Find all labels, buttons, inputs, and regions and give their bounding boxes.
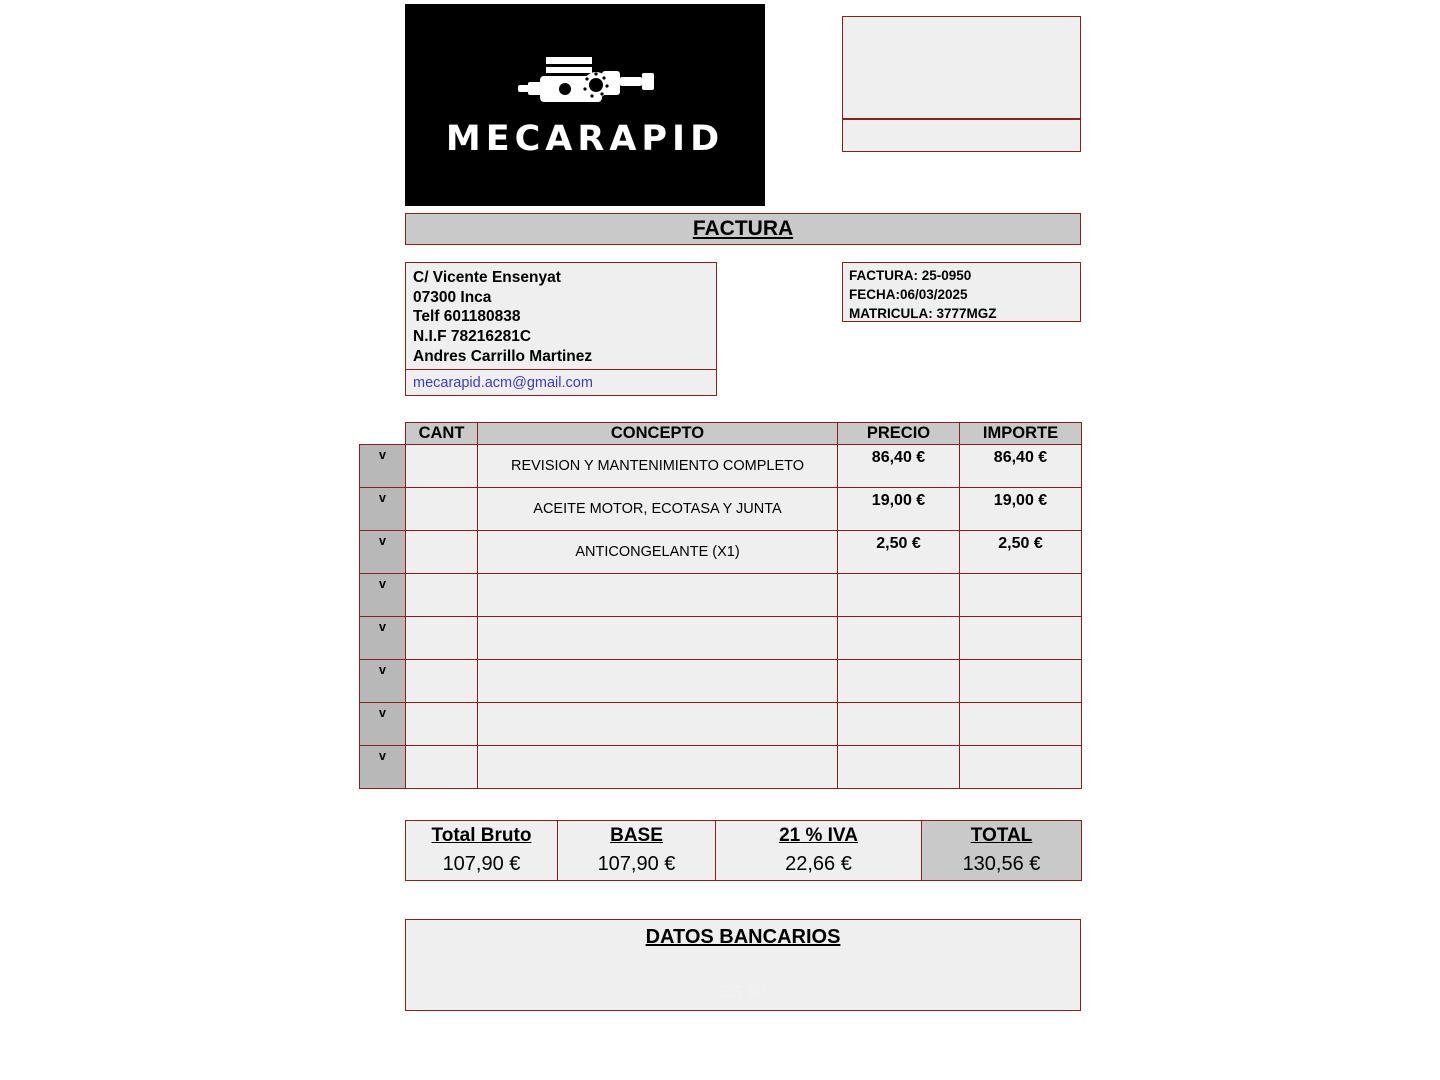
cell-concepto[interactable]: REVISION Y MANTENIMIENTO COMPLETO [478,445,838,488]
header-importe: IMPORTE [960,423,1082,445]
cell-concepto[interactable] [478,703,838,746]
row-select-handle[interactable]: v [360,531,406,574]
table-header-row [360,423,1082,445]
bank-account-faint: ES 00 [719,982,767,1001]
document-title-bar [405,213,1081,245]
invoice-number: FACTURA: 25-0950 [849,268,972,283]
cell-cant[interactable] [406,574,478,617]
cell-importe[interactable]: 19,00 € [960,488,1082,531]
row-select-handle[interactable]: v [360,617,406,660]
cell-importe[interactable] [960,660,1082,703]
table-row [360,531,1082,574]
totals-label-row [406,821,1082,851]
cell-precio[interactable] [838,617,960,660]
cell-concepto[interactable]: ACEITE MOTOR, ECOTASA Y JUNTA [478,488,838,531]
cell-precio[interactable] [838,703,960,746]
header-box-upper[interactable] [842,16,1081,119]
cell-precio[interactable] [838,660,960,703]
cell-importe[interactable] [960,617,1082,660]
cell-importe[interactable] [960,703,1082,746]
cell-precio[interactable] [838,574,960,617]
row-select-handle[interactable]: v [360,660,406,703]
row-select-handle[interactable]: v [360,703,406,746]
table-row [360,445,1082,488]
company-email-field[interactable] [405,369,717,396]
value-iva: 22,66 € [716,851,922,881]
header-box-lower[interactable] [842,119,1081,152]
cell-importe[interactable] [960,746,1082,789]
cell-concepto[interactable] [478,660,838,703]
header-concepto: CONCEPTO [478,423,838,445]
cell-precio[interactable]: 86,40 € [838,445,960,488]
company-nif: N.I.F 78216281C [413,328,532,346]
company-email-link[interactable]: mecarapid.acm@gmail.com [413,375,593,391]
cell-importe[interactable]: 2,50 € [960,531,1082,574]
company-city: 07300 Inca [413,288,492,306]
table-row [360,574,1082,617]
totals-value-row [406,851,1082,881]
cell-precio[interactable]: 19,00 € [838,488,960,531]
label-total: TOTAL [922,821,1082,851]
row-select-handle[interactable]: v [360,746,406,789]
value-base: 107,90 € [558,851,716,881]
totals-table [405,820,1081,881]
header-precio: PRECIO [838,423,960,445]
cell-concepto[interactable] [478,746,838,789]
company-address-block [405,262,717,370]
value-total-bruto: 107,90 € [406,851,558,881]
table-row [360,660,1082,703]
bank-details-title: DATOS BANCARIOS [645,926,841,948]
table-row [360,617,1082,660]
logo-wordmark: MECARAPID [445,119,725,159]
cell-cant[interactable] [406,445,478,488]
iva-rate[interactable]: 21 [779,824,801,846]
cell-cant[interactable] [406,660,478,703]
value-total: 130,56 € [922,851,1082,881]
engine-icon [510,51,660,113]
table-row [360,746,1082,789]
table-row [360,703,1082,746]
cell-importe[interactable]: 86,40 € [960,445,1082,488]
cell-cant[interactable] [406,617,478,660]
invoice-date: FECHA:06/03/2025 [849,287,968,302]
invoice-meta-block [842,262,1081,322]
company-street: C/ Vicente Ensenyat [413,269,561,286]
cell-cant[interactable] [406,703,478,746]
cell-concepto[interactable] [478,574,838,617]
vehicle-plate: MATRICULA: 3777MGZ [849,306,997,321]
iva-suffix: % IVA [800,824,858,846]
row-select-handle[interactable]: v [360,574,406,617]
cell-cant[interactable] [406,746,478,789]
cell-concepto[interactable]: ANTICONGELANTE (X1) [478,531,838,574]
label-base: BASE [558,821,716,851]
cell-cant[interactable] [406,531,478,574]
cell-cant[interactable] [406,488,478,531]
company-owner: Andres Carrillo Martinez [413,347,593,365]
bank-details-box[interactable] [405,919,1081,1011]
page-title: FACTURA [692,217,794,240]
label-total-bruto: Total Bruto [406,821,558,851]
cell-importe[interactable] [960,574,1082,617]
row-select-handle[interactable]: v [360,488,406,531]
company-logo [405,4,765,206]
line-items-table [359,422,1081,789]
cell-concepto[interactable] [478,617,838,660]
header-cant: CANT [406,423,478,445]
cell-precio[interactable]: 2,50 € [838,531,960,574]
company-phone: Telf 601180838 [413,308,521,326]
header-select-spacer [360,423,406,445]
row-select-handle[interactable]: v [360,445,406,488]
label-iva [716,821,922,851]
table-row [360,488,1082,531]
cell-precio[interactable] [838,746,960,789]
